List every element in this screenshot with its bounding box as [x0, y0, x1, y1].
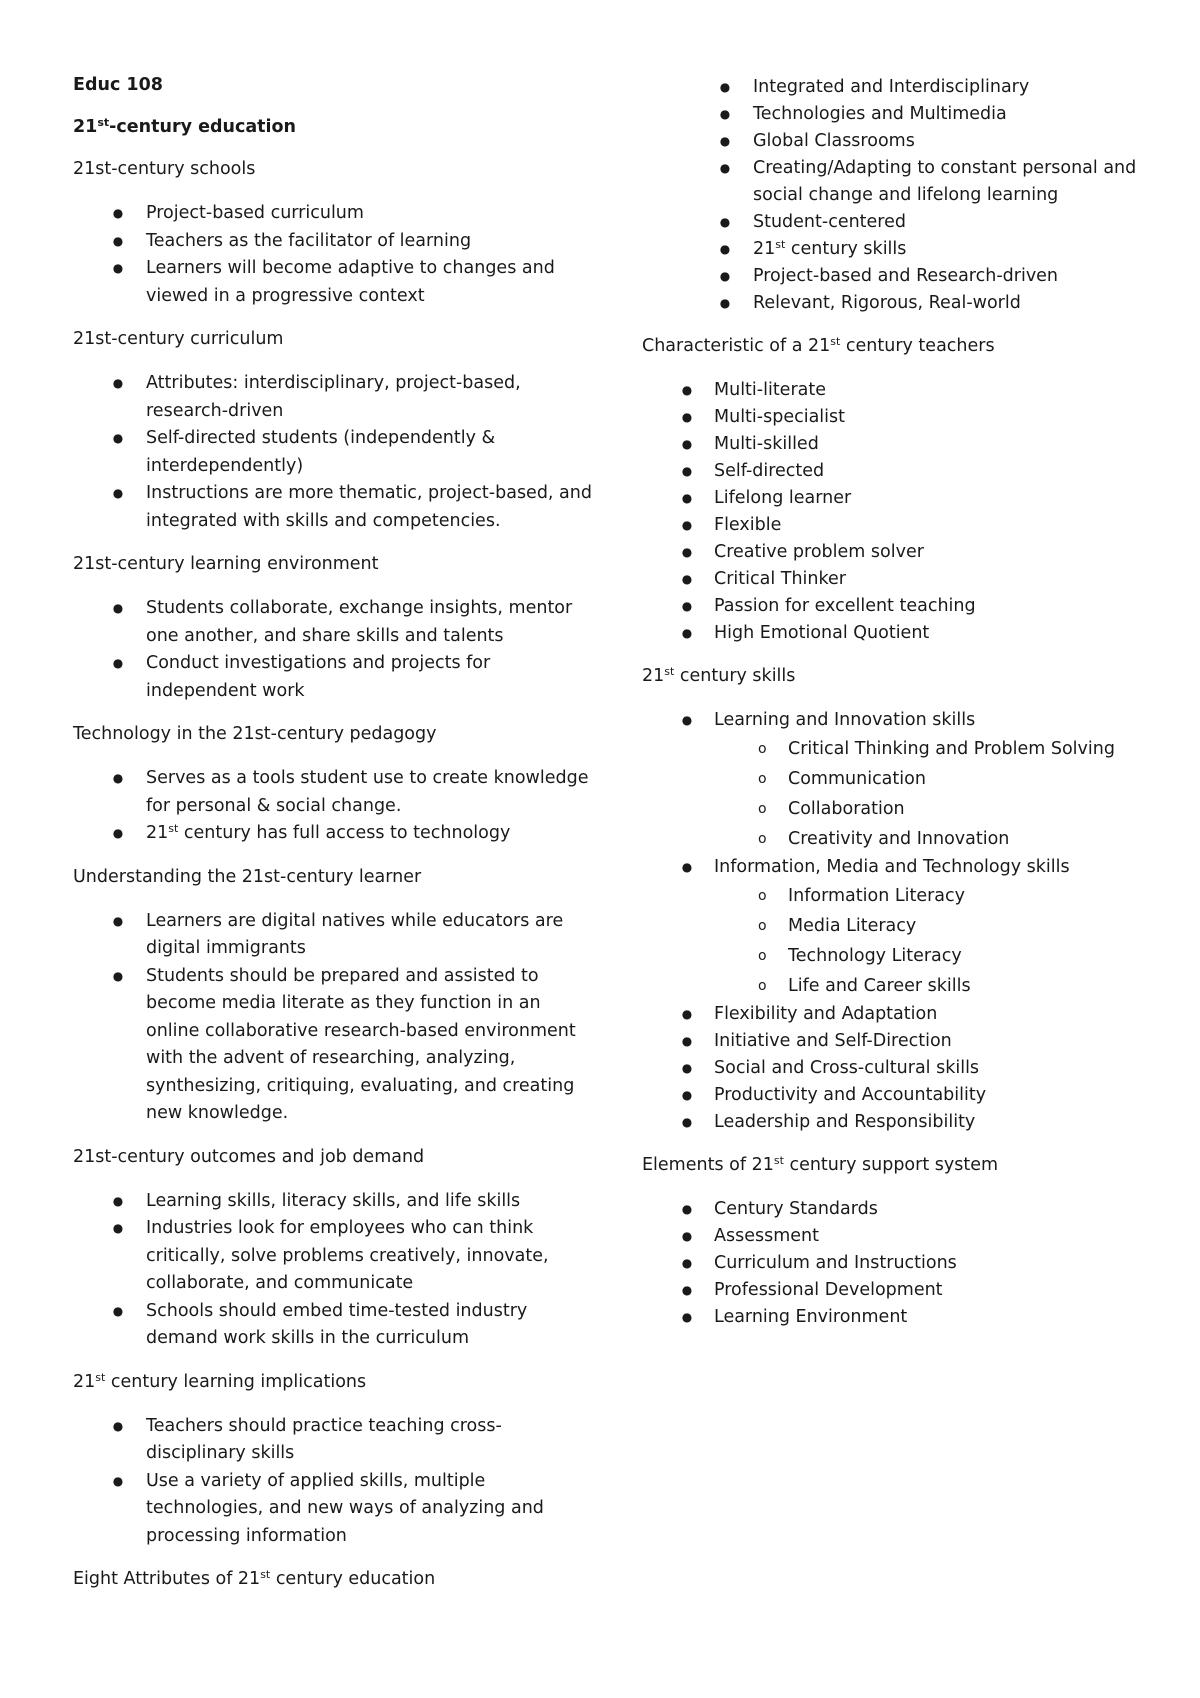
bullet-icon: ● [681, 1310, 693, 1324]
list-item: ● Century Standards [642, 1196, 1162, 1223]
section-heading-outcomes: 21st-century outcomes and job demand [73, 1146, 425, 1167]
sub-list-item: o Communication [642, 764, 1162, 794]
bullet-icon: ● [681, 545, 693, 559]
list-item: ● Industries look for employees who can think critically, solve problems creatively, innovate, collaborate, and communicate [73, 1215, 593, 1298]
list-item: ● Assessment [642, 1223, 1162, 1250]
left-column [73, 74, 593, 1610]
bullet-icon: ● [112, 206, 124, 220]
bullet-icon: ● [681, 1088, 693, 1102]
sub-list-item: o Technology Literacy [642, 941, 1162, 971]
document-subtitle: 21st-century education [73, 116, 296, 137]
bullet-icon: ● [719, 107, 731, 121]
list-item: ● Global Classrooms [642, 128, 1162, 155]
list-item: ● Integrated and Interdisciplinary [642, 74, 1162, 101]
sub-bullet-icon: o [758, 918, 767, 934]
bullet-icon: ● [112, 1193, 124, 1208]
bullet-icon: ● [681, 1283, 693, 1297]
list-item: ● Learners are digital natives while educators are digital immigrants [73, 908, 593, 963]
list-item: ● Teachers as the facilitator of learning [73, 228, 593, 256]
list-item: ● Flexible [642, 512, 1162, 539]
section-heading-curriculum: 21st-century curriculum [73, 329, 284, 349]
list-item: ● Critical Thinker [642, 566, 1162, 593]
bullet-icon: ● [681, 383, 693, 397]
bullet-icon: ● [719, 161, 731, 175]
bullet-icon: ● [112, 968, 124, 983]
sub-bullet-icon: o [758, 831, 767, 847]
list-item: ● Multi-literate [642, 377, 1162, 404]
bullet-icon: ● [112, 826, 124, 840]
list-item: ● Passion for excellent teaching [642, 593, 1162, 620]
bullet-icon: ● [681, 599, 693, 613]
list-item: ● Self-directed [642, 458, 1162, 485]
list-item: ● Creating/Adapting to constant personal and social change and lifelong learning [642, 155, 1162, 209]
list-item: ● Use a variety of applied skills, multiple technologies, and new ways of analyzing and processing information [73, 1468, 593, 1551]
bullet-icon: ● [681, 1061, 693, 1075]
list-item: ● Relevant, Rigorous, Real-world [642, 290, 1162, 317]
sub-bullet-icon: o [758, 801, 767, 817]
list-item: ● Students should be prepared and assisted to become media literate as they function in an online collaborative research-based environment with the advent of researching, analyzing, synthesizing, critiquing, evaluating, and creating new knowledge. [73, 963, 593, 1128]
bullet-icon: ● [719, 215, 731, 229]
sub-list-item: o Media Literacy [642, 911, 1162, 941]
section-heading-teachers: Characteristic of a 21st century teachers [642, 335, 995, 356]
section-heading-schools: 21st-century schools [73, 159, 256, 179]
bullet-icon: ● [719, 80, 731, 94]
list-item: ● Initiative and Self-Direction [642, 1028, 1162, 1055]
bullet-icon: ● [681, 860, 693, 874]
document-title: Educ 108 [73, 75, 163, 95]
sub-bullet-icon: o [758, 978, 767, 994]
list-item: ● Professional Development [642, 1277, 1162, 1304]
list-item: ● 21st century skills [642, 236, 1162, 263]
sub-list-item: o Collaboration [642, 794, 1162, 824]
bullet-icon: ● [681, 1115, 693, 1129]
section-heading-implications: 21st century learning implications [73, 1370, 367, 1392]
list-item: ● Instructions are more thematic, project-based, and integrated with skills and competencies. [73, 480, 593, 535]
bullet-icon: ● [719, 296, 731, 310]
bullet-icon: ● [681, 410, 693, 424]
section-heading-learner: Understanding the 21st-century learner [73, 866, 422, 887]
sub-bullet-icon: o [758, 948, 767, 964]
list-item: ● Learners will become adaptive to changes and viewed in a progressive context [73, 255, 593, 310]
list-item: ● Curriculum and Instructions [642, 1250, 1162, 1277]
bullet-icon: ● [112, 771, 124, 785]
bullet-icon: ● [112, 656, 124, 670]
sub-list-item: o Critical Thinking and Problem Solving [642, 734, 1162, 764]
list-item: ● Project-based and Research-driven [642, 263, 1162, 290]
bullet-icon: ● [112, 431, 124, 445]
list-item: ● Self-directed students (independently & interdependently) [73, 425, 593, 480]
list-skills [642, 707, 1162, 1136]
list-item: ● Teachers should practice teaching cross-disciplinary skills [73, 1413, 593, 1468]
bullet-icon: ● [681, 1202, 693, 1216]
list-item: ● High Emotional Quotient [642, 620, 1162, 647]
bullet-icon: ● [681, 464, 693, 478]
right-column [642, 74, 1162, 1349]
sub-bullet-icon: o [758, 741, 767, 757]
bullet-icon: ● [112, 1473, 124, 1488]
list-item: ● Social and Cross-cultural skills [642, 1055, 1162, 1082]
bullet-icon: ● [112, 1303, 124, 1318]
section-heading-eight-attributes: Eight Attributes of 21st century education [73, 1568, 436, 1589]
list-support [642, 1196, 1162, 1331]
section-heading-technology: Technology in the 21st-century pedagogy [73, 724, 437, 744]
bullet-icon: ● [112, 486, 124, 500]
list-item: ● Conduct investigations and projects for independent work [73, 650, 593, 705]
bullet-icon: ● [719, 134, 731, 148]
bullet-icon: ● [681, 437, 693, 451]
list-technology [73, 765, 593, 848]
list-item: ● Serves as a tools student use to create knowledge for personal & social change. [73, 765, 593, 820]
bullet-icon: ● [719, 269, 731, 283]
sub-bullet-icon: o [758, 888, 767, 904]
bullet-icon: ● [681, 1007, 693, 1021]
list-item: ● Information, Media and Technology skills [642, 854, 1162, 881]
bullet-icon: ● [112, 1418, 124, 1433]
bullet-icon: ● [681, 1229, 693, 1243]
list-environment [73, 595, 593, 705]
bullet-icon: ● [681, 1256, 693, 1270]
list-item: ● Learning and Innovation skills [642, 707, 1162, 734]
bullet-icon: ● [681, 572, 693, 586]
list-item: ● Students collaborate, exchange insights, mentor one another, and share skills and talents [73, 595, 593, 650]
section-heading-environment: 21st-century learning environment [73, 554, 379, 574]
bullet-icon: ● [681, 491, 693, 505]
sub-list-item: o Life and Career skills [642, 971, 1162, 1001]
list-item: ● Lifelong learner [642, 485, 1162, 512]
bullet-icon: ● [112, 261, 124, 275]
list-eight-attributes [642, 74, 1162, 317]
bullet-icon: ● [112, 376, 124, 390]
list-item: ● Flexibility and Adaptation [642, 1001, 1162, 1028]
list-item: ● Multi-specialist [642, 404, 1162, 431]
list-curriculum [73, 370, 593, 535]
list-item: ● Student-centered [642, 209, 1162, 236]
list-item: ● Learning skills, literacy skills, and life skills [73, 1188, 593, 1216]
list-implications [73, 1413, 593, 1551]
sub-list-item: o Information Literacy [642, 881, 1162, 911]
bullet-icon: ● [681, 713, 693, 727]
bullet-icon: ● [681, 1034, 693, 1048]
list-item: ● Technologies and Multimedia [642, 101, 1162, 128]
list-teachers [642, 377, 1162, 647]
list-item: ● Schools should embed time-tested industry demand work skills in the curriculum [73, 1298, 593, 1353]
list-item: ● Attributes: interdisciplinary, project-based, research-driven [73, 370, 593, 425]
sub-list-item: o Creativity and Innovation [642, 824, 1162, 854]
bullet-icon: ● [112, 601, 124, 615]
list-item: ● 21st century has full access to technology [73, 820, 593, 848]
section-heading-support: Elements of 21st century support system [642, 1154, 999, 1175]
sub-bullet-icon: o [758, 771, 767, 787]
list-item: ● Creative problem solver [642, 539, 1162, 566]
list-schools [73, 200, 593, 310]
bullet-icon: ● [719, 242, 731, 256]
list-item: ● Multi-skilled [642, 431, 1162, 458]
list-item: ● Leadership and Responsibility [642, 1109, 1162, 1136]
list-item: ● Project-based curriculum [73, 200, 593, 228]
section-heading-skills: 21st century skills [642, 665, 796, 686]
bullet-icon: ● [681, 518, 693, 532]
list-outcomes [73, 1188, 593, 1353]
bullet-icon: ● [112, 1221, 124, 1235]
list-item: ● Productivity and Accountability [642, 1082, 1162, 1109]
list-learner [73, 908, 593, 1128]
list-item: ● Learning Environment [642, 1304, 1162, 1331]
bullet-icon: ● [681, 626, 693, 640]
bullet-icon: ● [112, 913, 124, 928]
bullet-icon: ● [112, 233, 124, 248]
